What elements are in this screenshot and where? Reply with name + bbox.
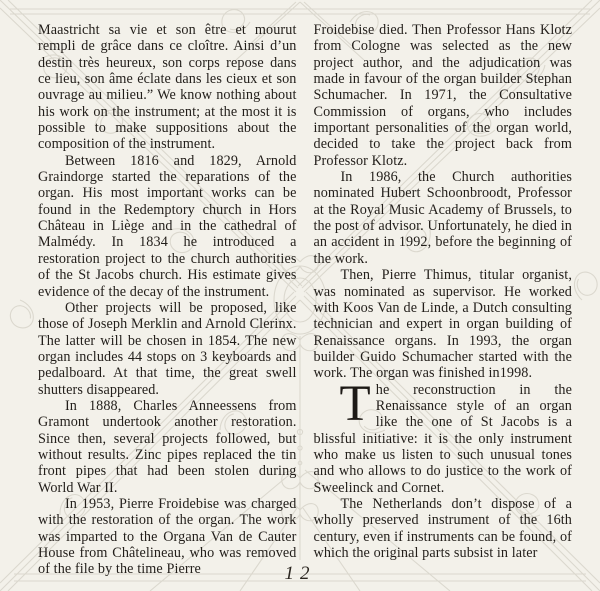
paragraph: In 1986, the Church authorities nominated Hubert Schoonbroodt, Professor at the Royal Music Academy of Brussels, to the post of advisor. Unfortunately, he died in an accident in 1992, before the beginning of the work. bbox=[313, 169, 572, 267]
drop-cap: T bbox=[339, 375, 371, 432]
paragraph-text: he reconstruction in the Renaissance style of an organ like the one of St Jacobs is a blissful initiative: it is the only instrument who make us listen to such unusual tones and who allows to do justice to the work of Sweelinck and Cornet. bbox=[313, 381, 572, 496]
right-column bbox=[314, 22, 573, 561]
paragraph: In 1953, Pierre Froidebise was charged with the restoration of the organ. The work was imparted to the Organa Van de Cauter House from Châtelineau, who was removed of the file by the time Pierre bbox=[38, 495, 297, 578]
page-number: 12 bbox=[284, 563, 316, 584]
paragraph: In 1888, Charles Anneessens from Gramont undertook another restoration. Since then, several projects followed, but without results. Zinc pipes replaced the tin front pipes that had been stolen during World War II. bbox=[38, 397, 297, 496]
paragraph-with-drop-cap bbox=[313, 375, 573, 496]
paragraph: Then, Pierre Thimus, titular organist, was nominated as supervisor. He worked with Koos Van de Linde, a Dutch consulting technician and expert in organ building of Renaissance organs. In 1993, the organ builder Guido Schumacher started with the work. The organ was finished in1998. bbox=[313, 267, 572, 382]
paragraph: Between 1816 and 1829, Arnold Graindorge started the reparations of the organ. His most important works can be found in the Redemptory church in Hors Château in Liège and in the cathedral of Malmédy. In 1834 he introduced a restoration project to the church authorities of the St Jacobs church. His estimate gives evidence of the decay of the instrument. bbox=[38, 152, 297, 300]
paragraph: Froidebise died. Then Professor Hans Klotz from Cologne was selected as the new project author, and the adjudication was made in favour of the organ builder Stephan Schumacher. In 1971, the Consultative Commission of organs, who includes important personalities of the organ world, decided to take the project back from Professor Klotz. bbox=[313, 22, 572, 169]
left-column bbox=[38, 22, 297, 578]
paragraph: The Netherlands don’t dispose of a wholly preserved instrument of the 16th century, even if instruments can be found, of which the original parts subsist in later bbox=[313, 495, 572, 561]
paragraph: Maastricht sa vie et son être et mourut rempli de grâce dans ce cloître. Ainsi d’un destin très heureux, son corps repose dans ce lieu, son âme éclate dans les cieux et son ouvrage au milieu.” We know nothing about his work on the instrument; at the most it is possible to make suppositions about the composition of the instrument. bbox=[38, 22, 297, 153]
paragraph: Other projects will be proposed, like those of Joseph Merklin and Arnold Clerinx. The latter will be chosen in 1854. The new organ includes 44 stops on 3 keyboards and pedalboard. At that time, the great swell shutters disappeared. bbox=[38, 299, 297, 398]
